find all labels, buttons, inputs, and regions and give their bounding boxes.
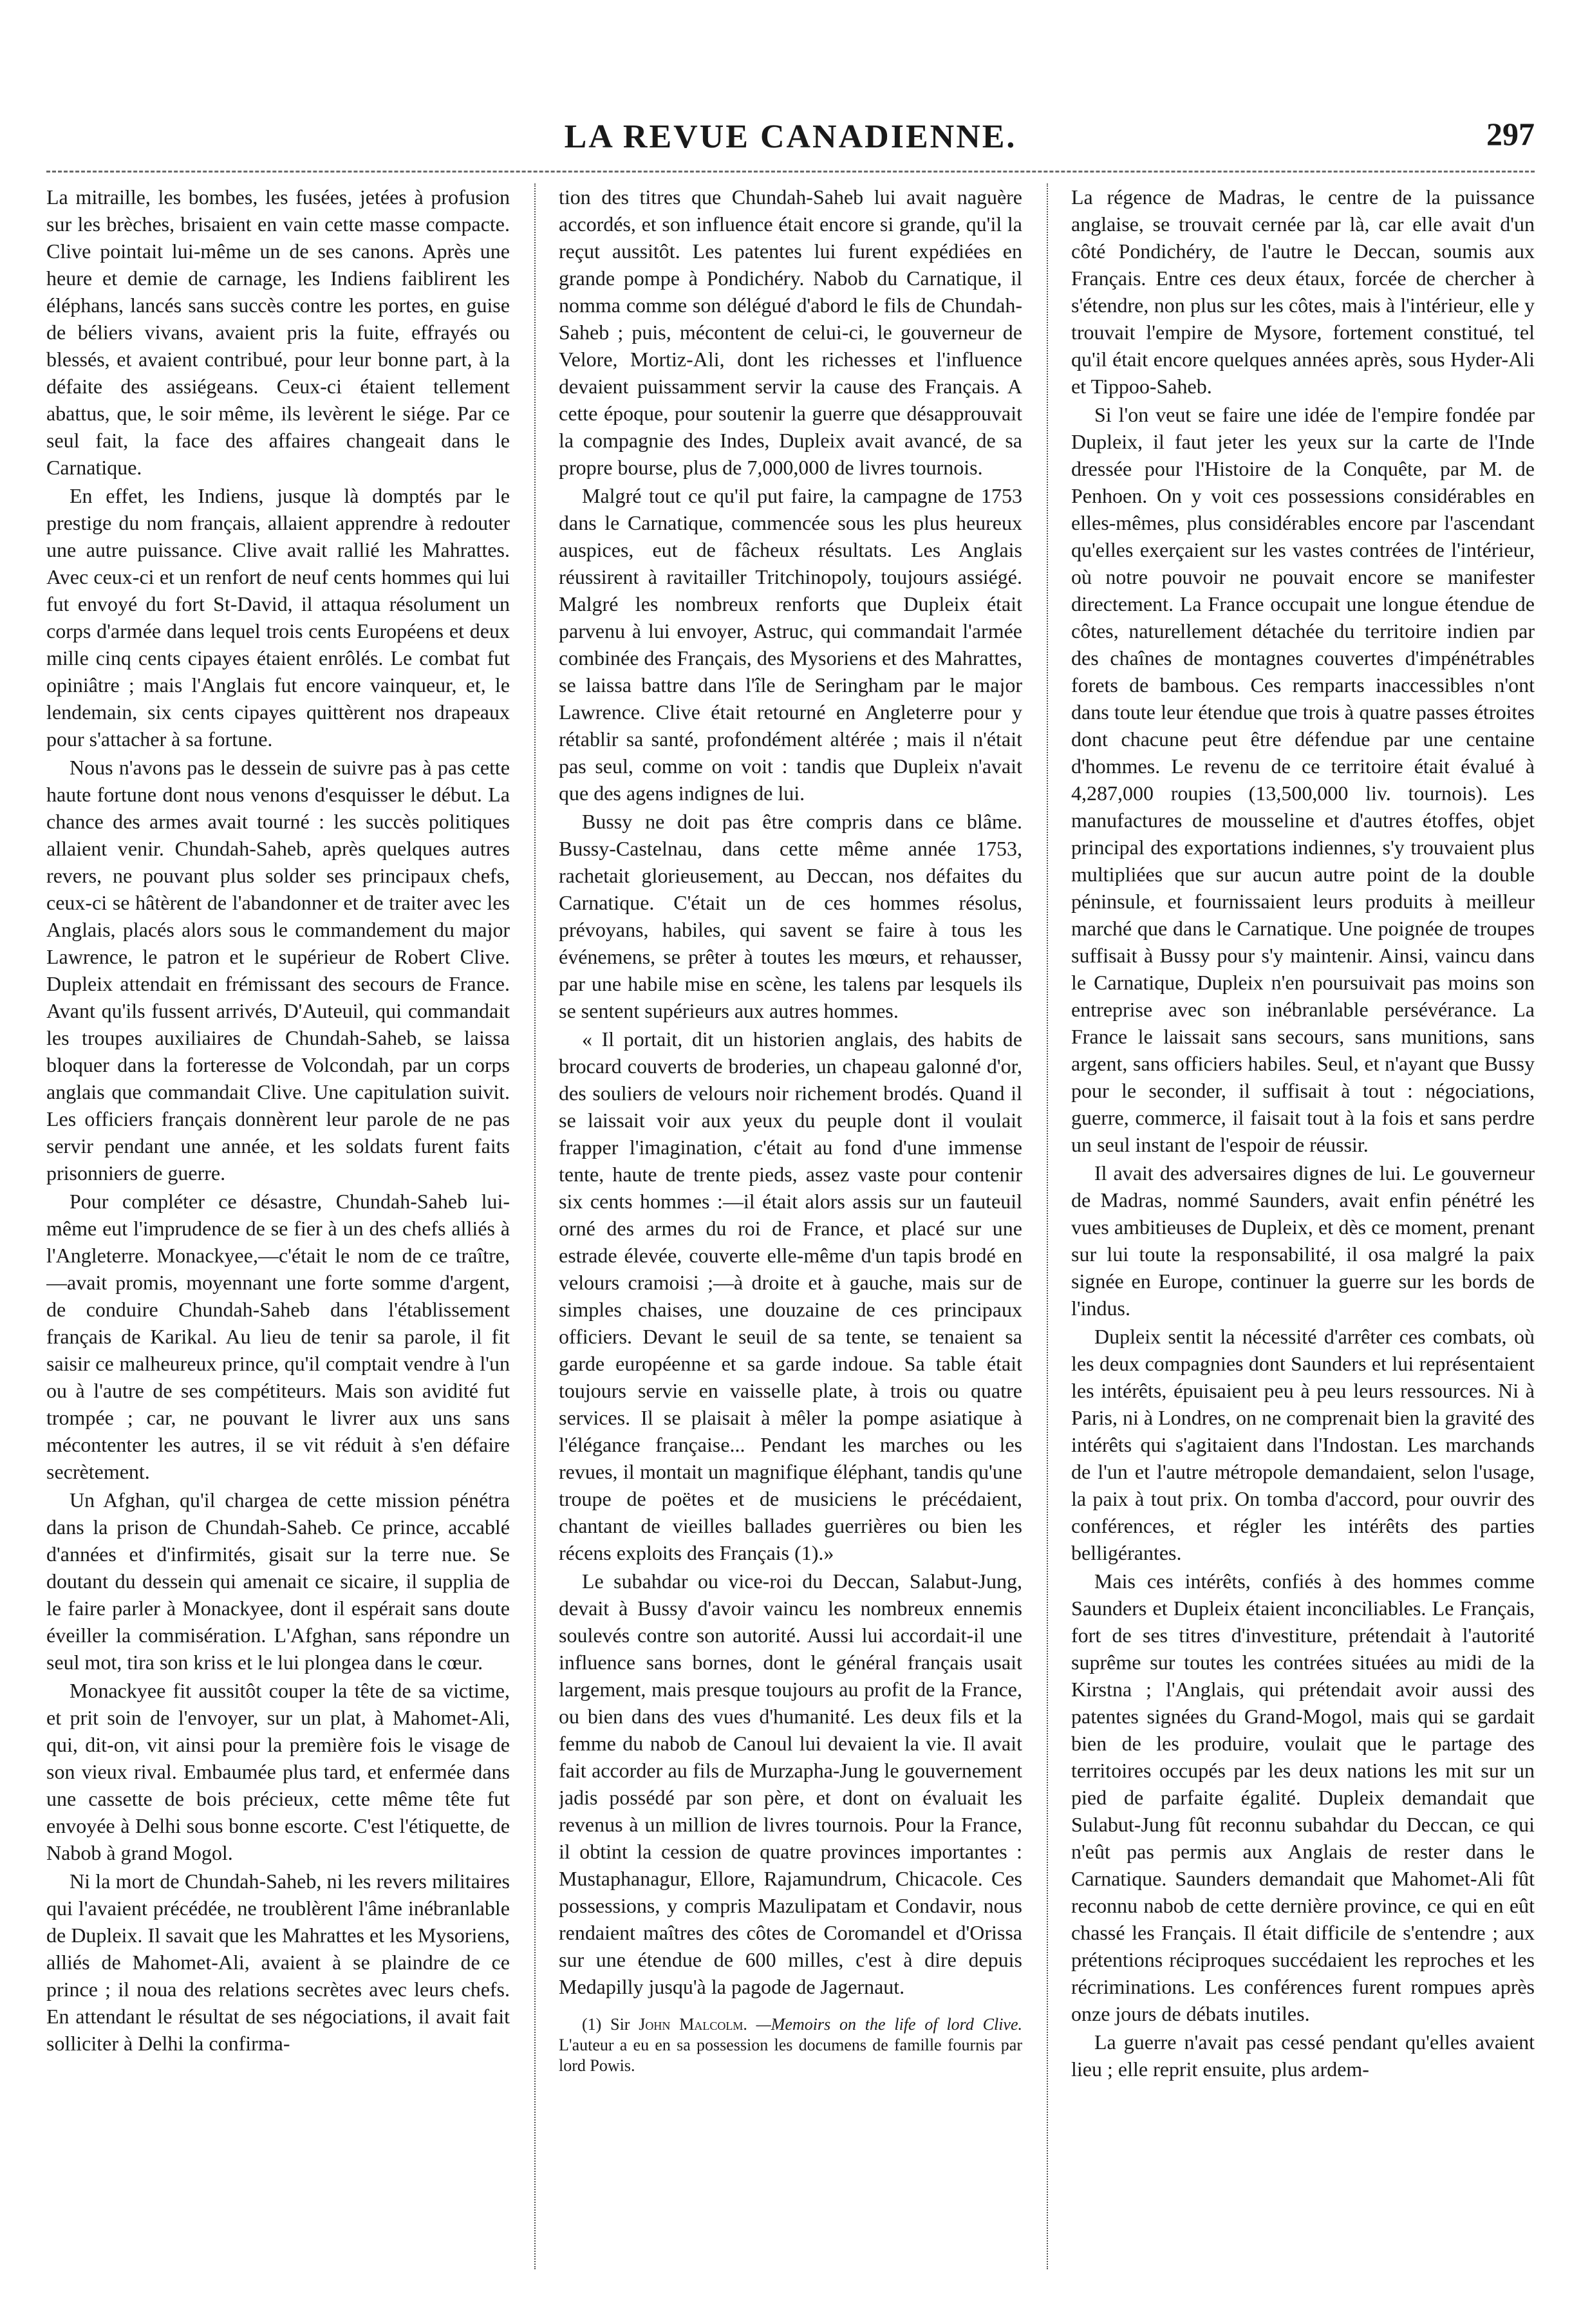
paragraph: La guerre n'avait pas cessé pendant qu'elles avaient lieu ; elle reprit ensuite, plus ardem-: [1071, 2030, 1535, 2081]
paragraph: Si l'on veut se faire une idée de l'empire fondée par Dupleix, il faut jeter les yeux sur la carte de l'Inde dressée pour l'Histoire de la Conquête, par M. de Penhoen. On y voit ces possessions considérables en elles-mêmes, plus considérables encore par l'ascendant qu'elles exerçaient sur les vastes contrées de l'intérieur, où notre pouvoir ne pouvait encore se manifester directement. La France occupait une longue étendue de côtes, naturellement détachée du territoire indien par des chaînes de montagnes couvertes d'impénétrables forets de bambous. Ces remparts inaccessibles n'ont dans toute leur étendue que trois à quatre passes étroites dont chacune peut être défendue par une centaine d'hommes. Le revenu de ce territoire était évalué à 4,287,000 roupies (13,500,000 liv. tournois). Les manufactures de mousseline et d'autres étoffes, objet principal des exportations indiennes, s'y trouvaient plus multipliées que sur aucun autre point de la double péninsule, et fournissaient leurs produits à meilleur marché que dans le Carnatique. Une poignée de troupes suffisait à Bussy pour s'y maintenir. Ainsi, vaincu dans le Carnatique, Dupleix n'en poursuivait pas moins son entreprise avec son inébranlable persévérance. La France le laissait sans secours, sans munitions, sans argent, sans officiers habiles. Seul, et n'ayant que Bussy pour le seconder, il suffisait à tout : négociations, guerre, commerce, il faisait tout à la fois et sans perdre un seul instant de l'espoir de réussir.: [1071, 403, 1535, 1156]
column-divider-2: [1047, 183, 1048, 2269]
paragraph: En effet, les Indiens, jusque là domptés par le prestige du nom français, allaient apprendre à redouter une autre puissance. Clive avait rallié les Mahrattes. Avec ceux-ci et un renfort de neuf cents hommes qui lui fut envoyé du fort St-David, il attaqua résolument un corps d'armée dans lequel trois cents Européens et deux mille cinq cents cipayes étaient enrôlés. Le combat fut opiniâtre ; mais l'Anglais fut encore vainqueur, et, le lendemain, six cents cipayes quittèrent nos drapeaux pour s'attacher à sa fortune.: [46, 484, 510, 751]
paragraph: La régence de Madras, le centre de la puissance anglaise, se trouvait cernée par là, car elle avait d'un côté Pondichéry, de l'autre le Deccan, soumis aux Français. Entre ces deux étaux, forcée de chercher à s'étendre, non plus sur les côtes, mais à l'intérieur, elle y trouvait l'empire de Mysore, fortement constitué, tel qu'il était encore quelques années après, sous Hyder-Ali et Tippoo-Saheb.: [1071, 185, 1535, 398]
footnote: [559, 2014, 1022, 2076]
paragraph: Dupleix sentit la nécessité d'arrêter ces combats, où les deux compagnies dont Saunders et lui représentaient les intérêts, épuisaient peu à peu leurs ressources. Ni à Paris, ni à Londres, on ne comprenait bien la gravité des intérêts qui s'agitaient dans l'Indostan. Les marchands de l'un et l'autre métropole demandaient, selon l'usage, la paix à tout prix. On tomba d'accord, pour ouvrir des conférences, et régler les intérêts des parties belligérantes.: [1071, 1325, 1535, 1564]
column-1: [46, 183, 510, 2269]
paragraph: Malgré tout ce qu'il put faire, la campagne de 1753 dans le Carnatique, commencée sous les plus heureux auspices, eut de fâcheux résultats. Les Anglais réussirent à ravitailler Tritchinopoly, toujours assiégé. Malgré les nombreux renforts que Dupleix était parvenu à lui envoyer, Astruc, qui commandait l'armée combinée des Français, des Mysoriens et des Mahrattes, se laissa battre dans l'île de Seringham par le major Lawrence. Clive était retourné en Angleterre pour y rétablir sa santé, profondément altérée ; mais il n'était pas seul, comme on voit : tandis que Dupleix n'avait que des agens indignes de lui.: [559, 484, 1022, 805]
paragraph: Le subahdar ou vice-roi du Deccan, Salabut-Jung, devait à Bussy d'avoir vaincu les nombreux ennemis soulevés contre son autorité. Aussi lui accordait-il une influence sans bornes, dont le général français usait largement, mais presque toujours au profit de la France, ou bien dans des vues d'humanité. Les deux fils et la femme du nabob de Canoul lui devaient la vie. Il avait fait accorder au fils de Murzapha-Jung le gouvernement jadis possédé par son père, et dont on évaluait les revenus à un million de livres tournois. Pour la France, il obtint la cession de quatre provinces importantes : Mustaphanagur, Ellore, Rajamundrum, Chicacole. Ces possessions, y compris Mazulipatam et Condavir, nous rendaient maîtres des côtes de Coromandel et d'Orissa sur une étendue de 600 milles, c'est à dire depuis Medapilly jusqu'à la pagode de Jagernaut.: [559, 1570, 1022, 1998]
text-columns: [46, 183, 1535, 2269]
paragraph: Pour compléter ce désastre, Chundah-Saheb lui-même eut l'imprudence de se fier à un des chefs alliés à l'Angleterre. Monackyee,—c'était le nom de ce traître,—avait promis, moyennant une forte somme d'argent, de conduire Chundah-Saheb dans l'établissement français de Karikal. Au lieu de tenir sa parole, il fit saisir ce malheureux prince, qu'il comptait vendre à l'un ou à l'autre de ses compétiteurs. Mais son avidité fut trompée ; car, ne pouvant le livrer aux uns sans mécontenter les autres, il se vit réduit à s'en défaire secrètement.: [46, 1190, 510, 1483]
journal-page: [46, 0, 1535, 2324]
paragraph: « Il portait, dit un historien anglais, des habits de brocard couverts de broderies, un chapeau galonné d'or, des souliers de velours noir richement brodés. Quand il se laissait voir aux yeux du peuple dont il voulait frapper l'imagination, c'était au fond d'une immense tente, haute de trente pieds, assez vaste pour contenir six cents hommes :—il était alors assis sur un fauteuil orné des armes du roi de France, et placé sur une estrade élevée, couverte elle-même d'un tapis brodé en velours cramoisi ;—à droite et à gauche, mais sur de simples chaises, une douzaine de ces principaux officiers. Devant le seuil de sa tente, se tenaient sa garde européenne et sa garde indoue. Sa table était toujours servie en vaisselle plate, à trois ou quatre services. Il se plaisait à mêler la pompe asiatique à l'élégance française... Pendant les marches ou les revues, il montait un magnifique éléphant, tandis qu'une troupe de poëtes et de musiciens le précédaient, chantant de vieilles ballades guerrières ou bien les récens exploits des Français (1).»: [559, 1027, 1022, 1564]
running-head: [46, 106, 1535, 164]
journal-title: LA REVUE CANADIENNE.: [564, 118, 1017, 155]
footnote-text: L'auteur a eu en sa possession les documens de famille fournis par lord Powis.: [559, 2036, 1022, 2075]
header-rule: [46, 171, 1535, 173]
column-2: [559, 183, 1022, 2269]
paragraph: Ni la mort de Chundah-Saheb, ni les revers militaires qui l'avaient précédée, ne troublèrent l'âme inébranlable de Dupleix. Il savait que les Mahrattes et les Mysoriens, alliés de Mahomet-Ali, avaient à se plaindre de ce prince ; il noua des relations secrètes avec leurs chefs. En attendant le résultat de ses négociations, il avait fait solliciter à Delhi la confirma-: [46, 1870, 510, 2055]
paragraph: Monackyee fit aussitôt couper la tête de sa victime, et prit soin de l'envoyer, sur un plat, à Mahomet-Ali, qui, dit-on, vit ainsi pour la première fois le visage de son vieux rival. Embaumée plus tard, et enfermée dans une cassette de bois précieux, cette même tête fut envoyée à Delhi sous bonne escorte. C'est l'étiquette, de Nabob à grand Mogol.: [46, 1679, 510, 1864]
paragraph: Un Afghan, qu'il chargea de cette mission pénétra dans la prison de Chundah-Saheb. Ce prince, accablé d'années et d'infirmités, gisait sur la terre nue. Se doutant du dessein qui amenait ce sicaire, il supplia de le faire parler à Monackyee, dont il espérait sans doute éveiller la commisération. L'Afghan, sans répondre un seul mot, tira son kriss et le lui plongea dans le cœur.: [46, 1488, 510, 1674]
paragraph: Bussy ne doit pas être compris dans ce blâme. Bussy-Castelnau, dans cette même année 1753, rachetait glorieusement, au Deccan, nos défaites du Carnatique. C'était un de ces hommes résolus, prévoyans, habiles, qui savent se faire à tous les événemens, se prêter à toutes les mœurs, et rehausser, par une habile mise en scène, les talens par lesquels ils se sentent supérieurs aux autres hommes.: [559, 810, 1022, 1022]
paragraph: Nous n'avons pas le dessein de suivre pas à pas cette haute fortune dont nous venons d'esquisser le début. La chance des armes avait tourné : les succès politiques allaient venir. Chundah-Saheb, après quelques autres revers, ne pouvant plus solder ses principaux chefs, ceux-ci se hâtèrent de l'abandonner et de traiter avec les Anglais, placés alors sous le commandement du major Lawrence, le patron et le supérieur de Robert Clive. Dupleix attendait en frémissant des secours de France. Avant qu'ils fussent arrivés, D'Auteuil, qui commandait les troupes auxiliaires de Chundah-Saheb, se laissa bloquer dans la forteresse de Volcondah, par un corps anglais que commandait Clive. Une capitulation suivit. Les officiers français donnèrent leur parole de ne pas servir pendant une année, et les soldats furent faits prisonniers de guerre.: [46, 756, 510, 1185]
footnote-author: John Malcolm.: [639, 2015, 747, 2034]
paragraph: tion des titres que Chundah-Saheb lui avait naguère accordés, et son influence était encore si grande, qu'il la reçut aussitôt. Les patentes lui furent expédiées en grande pompe à Pondichéry. Nabob du Carnatique, il nomma comme son délégué d'abord le fils de Chundah-Saheb ; puis, mécontent de celui-ci, le gouverneur de Velore, Mortiz-Ali, dont les richesses et l'influence devaient puissamment servir la cause des Français. A cette époque, pour soutenir la guerre que désapprouvait la compagnie des Indes, Dupleix avait avancé, de sa propre bourse, plus de 7,000,000 de livres tournois.: [559, 185, 1022, 479]
paragraph: Il avait des adversaires dignes de lui. Le gouverneur de Madras, nommé Saunders, avait enfin pénétré les vues ambitieuses de Dupleix, et dès ce moment, prenant sur lui toute la responsabilité, il osa malgré la paix signée en Europe, continuer la guerre sur les bords de l'indus.: [1071, 1161, 1535, 1320]
page-number: 297: [1486, 116, 1535, 152]
paragraph: La mitraille, les bombes, les fusées, jetées à profusion sur les brèches, brisaient en vain cette masse compacte. Clive pointait lui-même un de ses canons. Après une heure et demie de carnage, les Indiens faiblirent les éléphans, lancés sans succès contre les portes, en guise de béliers vivans, avaient pris la fuite, effrayés ou blessés, et avaient contribué, pour leur bonne part, à la défaite des assiégeans. Ceux-ci étaient tellement abattus, que, le soir même, ils levèrent le siége. Par ce seul fait, la face des affaires changeait dans le Carnatique.: [46, 185, 510, 479]
paragraph: Mais ces intérêts, confiés à des hommes comme Saunders et Dupleix étaient inconciliables. Le Français, fort de ses titres d'investiture, prétendait à l'autorité suprême sur toutes les contrées situées au midi de la Kirstna ; l'Anglais, qui prétendait avoir aussi des patentes signées du Grand-Mogol, mais qui se gardait bien de les produire, voulait que le partage des territoires occupés par les deux nations les mit sur un pied de parfaite égalité. Dupleix demandait que Sulabut-Jung fût reconnu subahdar du Deccan, ce qui n'eût pas permis aux Anglais de rester dans le Carnatique. Saunders demandait que Mahomet-Ali fût reconnu nabob de cette dernière province, ce qui en eût chassé les Français. Il était difficile de s'entendre ; aux prétentions réciproques succédaient les reproches et les récriminations. Les conférences furent rompues après onze jours de débats inutiles.: [1071, 1570, 1535, 2025]
column-divider-1: [534, 183, 536, 2269]
footnote-title: —Memoirs on the life of lord Clive.: [756, 2015, 1022, 2034]
footnote-marker: (1) Sir: [582, 2015, 630, 2034]
column-3: [1071, 183, 1535, 2269]
